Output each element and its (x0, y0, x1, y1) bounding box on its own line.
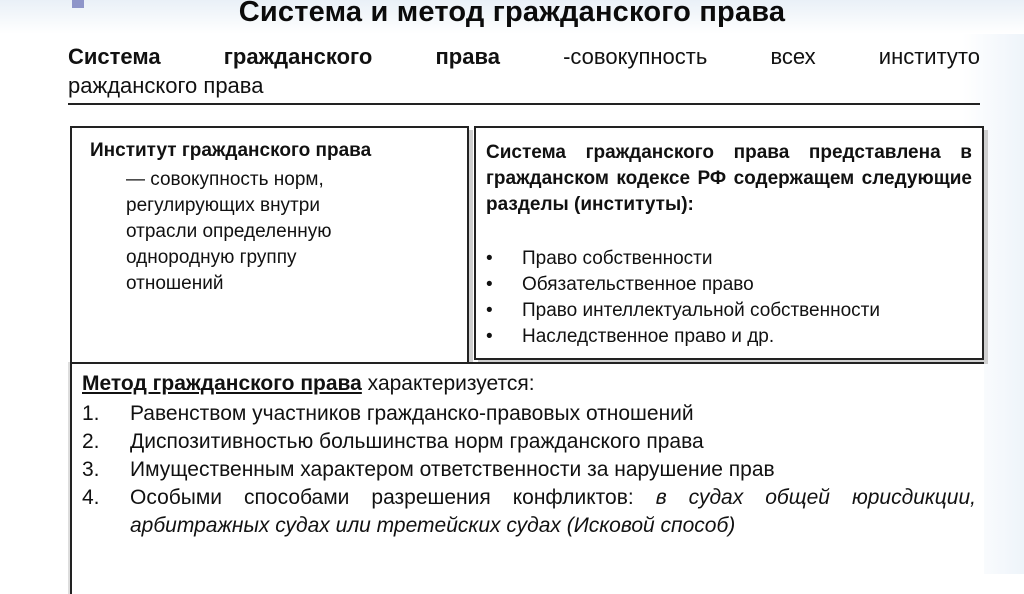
list-item-label: Право собственности (522, 248, 713, 269)
definition-term-word: Система (68, 44, 161, 69)
bullet-icon: • (486, 326, 493, 347)
definition-term-word: гражданского (223, 44, 373, 69)
list-item-text-italic: в судах общей юрисдикции, арбитражных судах или третейских судах (Исковой способ) (130, 486, 977, 537)
list-item-number: 3. (82, 458, 100, 481)
list-item-number: 1. (82, 402, 100, 425)
bullet-icon: • (486, 300, 493, 321)
list-item-text: Имущественным характером ответственности за нарушение прав (130, 458, 775, 481)
list-item-label: Наследственное право и др. (522, 326, 775, 347)
system-definition (68, 42, 980, 100)
list-item-label: Обязательственное право (522, 274, 754, 295)
institute-heading: Институт гражданского права (90, 140, 372, 161)
definition-word: -совокупность (563, 44, 708, 69)
list-item (82, 456, 976, 484)
system-box (474, 126, 984, 360)
list-item-number: 4. (82, 486, 100, 509)
method-heading-rest: характеризуется: (361, 372, 535, 395)
divider-line (68, 103, 980, 105)
description-line: отрасли определенную (126, 221, 332, 242)
list-item-text: Диспозитивностью большинства норм гражданского права (130, 430, 704, 453)
list-item (82, 428, 976, 456)
institute-description (126, 167, 446, 297)
list-item (486, 324, 880, 350)
method-heading-term: Метод гражданского права (82, 372, 362, 395)
method-list (82, 400, 976, 540)
list-item (486, 298, 880, 324)
definition-word: институто (878, 44, 980, 69)
description-line: отношений (126, 273, 224, 294)
list-item (82, 400, 976, 428)
definition-term-word: права (435, 44, 500, 69)
definition-line-2: ражданского права (68, 73, 264, 98)
method-box (70, 362, 984, 594)
definition-word: всех (770, 44, 816, 69)
description-line: регулирующих внутри (126, 195, 320, 216)
description-line: однородную группу (126, 247, 297, 268)
list-item-text: Равенством участников гражданско-правовых отношений (130, 402, 694, 425)
list-item-text (130, 484, 976, 540)
institute-box (70, 126, 469, 366)
list-item-number: 2. (82, 430, 100, 453)
list-item-text-plain: Особыми способами разрешения конфликтов: (130, 486, 656, 509)
description-line: — совокупность норм, (126, 169, 324, 190)
definition-line-1 (68, 42, 980, 71)
list-item-label: Право интеллектуальной собственности (522, 300, 880, 321)
bullet-icon: • (486, 248, 493, 269)
list-item (486, 272, 880, 298)
method-heading (82, 370, 535, 398)
bullet-icon: • (486, 274, 493, 295)
list-item (486, 246, 880, 272)
sections-list (486, 246, 880, 350)
list-item (82, 484, 976, 540)
system-intro: Система гражданского права представлена в гражданском кодексе РФ содержащем следующие разделы (институты): (486, 142, 972, 215)
slide-title: Система и метод гражданского права (238, 0, 786, 28)
